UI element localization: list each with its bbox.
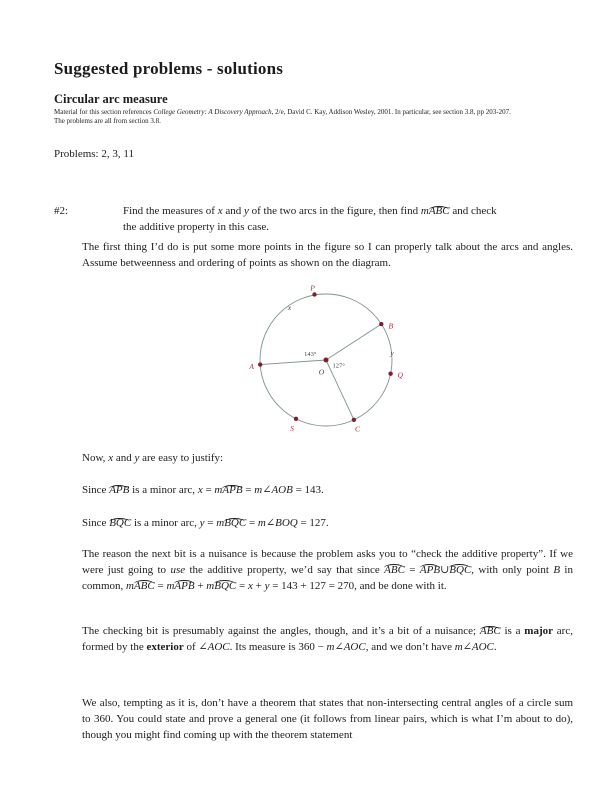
point-C	[352, 418, 356, 422]
point-label-Q: Q	[397, 370, 403, 380]
text-segment: Since	[82, 484, 110, 496]
text-segment: BQC	[109, 516, 131, 532]
text-segment: AOC	[343, 640, 366, 653]
text-segment: y	[134, 452, 140, 464]
intro-paragraph: The first thing I’d do is put some more points in the figure so I can properly talk about the arcs and angles. Assume betweenness and ordering of points as shown on the diagram.	[82, 241, 573, 269]
text-segment: ∠	[265, 517, 276, 529]
text-segment: +	[252, 579, 265, 592]
text-segment: ABC	[384, 563, 405, 579]
text-segment: College Geometry: A Discovery Approach	[153, 108, 272, 116]
point-label-S: S	[290, 424, 294, 433]
text-segment: , 2/e, David C. Kay, Addison Wesley, 2001. In particular, see section 3.8, pp 203-207.	[271, 108, 511, 116]
text-segment: Material for this section references	[54, 108, 154, 116]
text-segment: .	[493, 640, 497, 653]
text-segment: . Its measure is 360 −	[229, 640, 327, 653]
text-segment: x	[108, 452, 114, 464]
text-segment: use	[170, 563, 186, 576]
angle-measure-label-1: 127°	[332, 362, 345, 370]
text-segment: , and we don’t have	[365, 640, 455, 653]
text-segment: arc, formed by the	[82, 625, 573, 653]
radius-OA	[260, 360, 326, 365]
point-Q	[388, 372, 392, 376]
section-heading: Circular arc measure	[54, 92, 168, 106]
problem-statement-line-2: the additive property in this case.	[123, 221, 270, 233]
text-segment: ABC	[429, 204, 450, 220]
text-segment: x	[197, 484, 203, 496]
text-segment: y	[243, 205, 249, 217]
text-segment: the additive property, we’d say that since	[185, 563, 385, 576]
text-segment: AOC	[471, 640, 494, 653]
problem-statement-line-1	[123, 204, 497, 220]
text-segment: BQC	[224, 516, 246, 532]
text-segment: Find the measures of	[123, 205, 218, 217]
text-segment: m	[454, 640, 463, 653]
point-label-C: C	[354, 424, 361, 434]
text-segment: APB	[222, 483, 242, 499]
text-segment: = 143.	[292, 484, 324, 496]
text-segment: x	[247, 579, 253, 592]
text-segment: APB	[420, 563, 440, 579]
checking-paragraph	[82, 624, 573, 656]
point-label-B: B	[388, 321, 394, 331]
problems-list: Problems: 2, 3, 11	[54, 148, 134, 160]
now-line	[82, 451, 223, 467]
arc-variable-label-x: x	[287, 303, 292, 312]
text-segment: APB	[174, 579, 194, 595]
text-segment: B	[553, 563, 561, 576]
point-label-P: P	[310, 283, 315, 293]
text-segment: The checking bit is presumably against the angles, though, and it’s a bit of a nuisance;	[82, 625, 480, 637]
text-segment: m	[166, 579, 175, 592]
text-segment: ∠	[262, 484, 272, 496]
text-segment: of the two arcs in the figure, then find	[248, 205, 421, 217]
point-P	[312, 292, 316, 296]
text-segment: AOC	[207, 640, 230, 653]
angle-measure-label-0: 143°	[304, 351, 317, 358]
since-apb-line	[82, 483, 324, 499]
text-segment: , with only point	[471, 563, 554, 576]
text-segment: m	[214, 484, 223, 496]
text-segment: major	[524, 625, 553, 637]
text-segment: BQC	[214, 579, 236, 595]
text-segment: APB	[109, 483, 129, 499]
text-segment: =	[404, 563, 420, 576]
text-segment: m	[126, 579, 134, 592]
text-segment: exterior	[146, 640, 184, 653]
since-bqc-line	[82, 516, 329, 532]
arc-variable-label-y: y	[390, 348, 394, 358]
center-point	[324, 358, 329, 363]
radius-OB	[326, 324, 381, 360]
text-segment: ∠	[334, 640, 344, 653]
text-segment: y	[264, 579, 270, 592]
text-segment: x	[217, 205, 223, 217]
text-segment: of ∠	[183, 640, 208, 653]
text-segment: Since	[82, 517, 110, 529]
text-segment: +	[194, 579, 207, 592]
text-segment: is a minor arc,	[129, 484, 198, 496]
reference-line-2: The problems are all from section 3.8.	[54, 116, 161, 125]
point-S	[294, 417, 298, 421]
text-segment: BOQ	[275, 517, 298, 529]
text-segment: =	[204, 517, 217, 529]
text-segment: ∪	[440, 563, 450, 576]
problem-number: #2:	[54, 205, 69, 217]
text-segment: is a minor arc,	[131, 517, 200, 529]
text-segment: ABC	[134, 579, 155, 595]
point-B	[379, 322, 383, 326]
text-segment: m	[254, 484, 263, 496]
text-segment: and	[222, 205, 244, 217]
text-segment: = 143 + 127 = 270, and be done with it.	[269, 579, 447, 592]
reference-note	[54, 108, 578, 126]
point-label-A: A	[249, 362, 254, 371]
text-segment: Now,	[82, 452, 109, 464]
arc-figure-svg	[230, 274, 430, 444]
text-segment: in common,	[82, 563, 573, 592]
text-segment: m	[420, 205, 429, 217]
reference-line-1	[54, 108, 578, 117]
text-segment: ∠	[462, 640, 472, 653]
text-segment: and	[113, 452, 135, 464]
text-segment: BQC	[449, 563, 471, 579]
text-segment: m	[326, 640, 335, 653]
text-segment: AOB	[271, 484, 293, 496]
text-segment: y	[199, 517, 205, 529]
text-segment: =	[242, 484, 255, 496]
text-segment: ABC	[480, 624, 501, 640]
page-title: Suggested problems - solutions	[54, 59, 284, 78]
text-segment: =	[202, 484, 215, 496]
text-segment: =	[246, 517, 258, 529]
text-segment: = 127.	[297, 517, 329, 529]
center-label: O	[318, 367, 325, 377]
text-segment: is a	[500, 625, 525, 637]
text-segment: m	[206, 579, 215, 592]
reason-paragraph	[82, 547, 573, 594]
point-A	[258, 362, 262, 366]
theorem-paragraph: We also, tempting as it is, don’t have a theorem that states that non-intersecting central angles of a circle sum to 360. You could state and prove a general one (it follows from linear pairs, which is what I’m about to do), though you might find coming up with the theorem statement	[82, 697, 573, 741]
text-segment: =	[236, 579, 248, 592]
text-segment: are easy to justify:	[139, 452, 224, 464]
text-segment: m	[216, 517, 225, 529]
text-segment: and check	[449, 205, 497, 217]
text-segment: The reason the next bit is a nuisance is because the problem asks you to “check the additive property”. If we were just going to	[82, 548, 573, 576]
text-segment: m	[257, 517, 266, 529]
text-segment: =	[154, 579, 167, 592]
